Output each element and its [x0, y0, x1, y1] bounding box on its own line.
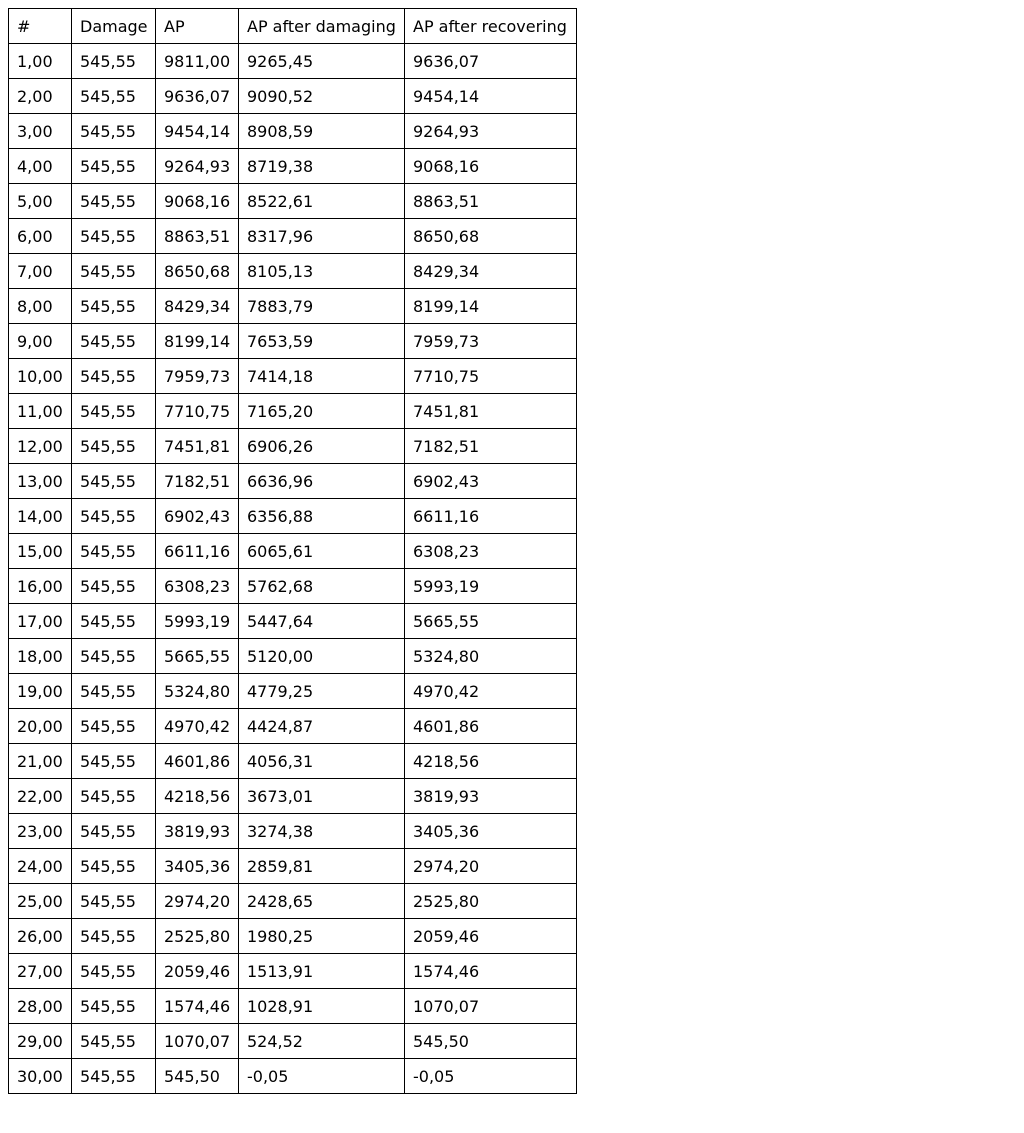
- table-row: [9, 569, 577, 604]
- header-row: [9, 9, 577, 44]
- cell-ap-after-recovering: 9454,14: [405, 79, 577, 114]
- cell-row-number: 15,00: [9, 534, 72, 569]
- cell-ap-after-damaging: 8522,61: [239, 184, 405, 219]
- cell-row-number: 20,00: [9, 709, 72, 744]
- ap-table: [8, 8, 577, 1094]
- cell-damage: 545,55: [72, 254, 156, 289]
- cell-ap-after-recovering: 3819,93: [405, 779, 577, 814]
- cell-row-number: 22,00: [9, 779, 72, 814]
- cell-ap-after-recovering: 9068,16: [405, 149, 577, 184]
- cell-ap-after-recovering: 4601,86: [405, 709, 577, 744]
- cell-ap-after-recovering: 5324,80: [405, 639, 577, 674]
- cell-ap-after-damaging: 1513,91: [239, 954, 405, 989]
- cell-ap-after-damaging: 7165,20: [239, 394, 405, 429]
- column-header-ap-after-damaging: AP after damaging: [239, 9, 405, 44]
- cell-ap-after-damaging: 4779,25: [239, 674, 405, 709]
- cell-damage: 545,55: [72, 744, 156, 779]
- cell-ap-after-recovering: 5665,55: [405, 604, 577, 639]
- cell-ap-after-damaging: 6356,88: [239, 499, 405, 534]
- cell-ap: 5665,55: [156, 639, 239, 674]
- cell-ap-after-damaging: 3274,38: [239, 814, 405, 849]
- table-row: [9, 464, 577, 499]
- cell-row-number: 6,00: [9, 219, 72, 254]
- cell-ap-after-recovering: 1574,46: [405, 954, 577, 989]
- cell-ap-after-damaging: 2428,65: [239, 884, 405, 919]
- cell-damage: 545,55: [72, 989, 156, 1024]
- cell-damage: 545,55: [72, 289, 156, 324]
- cell-damage: 545,55: [72, 779, 156, 814]
- cell-row-number: 7,00: [9, 254, 72, 289]
- cell-row-number: 1,00: [9, 44, 72, 79]
- column-header-row-number: #: [9, 9, 72, 44]
- table-row: [9, 359, 577, 394]
- cell-ap-after-recovering: 7710,75: [405, 359, 577, 394]
- cell-row-number: 10,00: [9, 359, 72, 394]
- cell-damage: 545,55: [72, 464, 156, 499]
- cell-damage: 545,55: [72, 79, 156, 114]
- cell-ap: 6902,43: [156, 499, 239, 534]
- cell-damage: 545,55: [72, 1059, 156, 1094]
- cell-ap-after-recovering: 545,50: [405, 1024, 577, 1059]
- cell-ap-after-damaging: 8317,96: [239, 219, 405, 254]
- cell-ap: 7710,75: [156, 394, 239, 429]
- cell-damage: 545,55: [72, 114, 156, 149]
- cell-damage: 545,55: [72, 639, 156, 674]
- cell-damage: 545,55: [72, 359, 156, 394]
- cell-ap-after-damaging: 9090,52: [239, 79, 405, 114]
- cell-row-number: 27,00: [9, 954, 72, 989]
- cell-row-number: 30,00: [9, 1059, 72, 1094]
- cell-ap-after-recovering: -0,05: [405, 1059, 577, 1094]
- cell-ap: 2525,80: [156, 919, 239, 954]
- cell-ap: 9264,93: [156, 149, 239, 184]
- cell-row-number: 8,00: [9, 289, 72, 324]
- cell-row-number: 13,00: [9, 464, 72, 499]
- cell-ap-after-damaging: 6065,61: [239, 534, 405, 569]
- cell-ap-after-recovering: 8199,14: [405, 289, 577, 324]
- table-row: [9, 114, 577, 149]
- cell-ap: 8429,34: [156, 289, 239, 324]
- cell-ap-after-recovering: 7959,73: [405, 324, 577, 359]
- cell-ap-after-damaging: 1980,25: [239, 919, 405, 954]
- cell-ap-after-recovering: 4218,56: [405, 744, 577, 779]
- table-body: [9, 44, 577, 1094]
- cell-row-number: 21,00: [9, 744, 72, 779]
- column-header-ap-after-recovering: AP after recovering: [405, 9, 577, 44]
- cell-row-number: 4,00: [9, 149, 72, 184]
- cell-ap-after-damaging: 5120,00: [239, 639, 405, 674]
- table-row: [9, 324, 577, 359]
- cell-ap: 8199,14: [156, 324, 239, 359]
- table-row: [9, 149, 577, 184]
- cell-ap-after-recovering: 6308,23: [405, 534, 577, 569]
- cell-damage: 545,55: [72, 394, 156, 429]
- table-row: [9, 814, 577, 849]
- table-row: [9, 534, 577, 569]
- cell-ap-after-recovering: 9264,93: [405, 114, 577, 149]
- cell-ap-after-recovering: 8650,68: [405, 219, 577, 254]
- table-row: [9, 1024, 577, 1059]
- table-row: [9, 884, 577, 919]
- cell-row-number: 17,00: [9, 604, 72, 639]
- cell-ap-after-damaging: 8719,38: [239, 149, 405, 184]
- table-row: [9, 989, 577, 1024]
- cell-row-number: 28,00: [9, 989, 72, 1024]
- cell-ap: 2059,46: [156, 954, 239, 989]
- cell-ap-after-damaging: 4424,87: [239, 709, 405, 744]
- cell-row-number: 19,00: [9, 674, 72, 709]
- cell-ap-after-recovering: 4970,42: [405, 674, 577, 709]
- cell-ap: 8650,68: [156, 254, 239, 289]
- cell-ap: 4218,56: [156, 779, 239, 814]
- table-row: [9, 44, 577, 79]
- cell-row-number: 11,00: [9, 394, 72, 429]
- cell-ap-after-damaging: 8105,13: [239, 254, 405, 289]
- cell-ap: 4970,42: [156, 709, 239, 744]
- cell-damage: 545,55: [72, 604, 156, 639]
- cell-ap: 7959,73: [156, 359, 239, 394]
- cell-ap-after-recovering: 7451,81: [405, 394, 577, 429]
- cell-damage: 545,55: [72, 534, 156, 569]
- cell-ap-after-damaging: 7653,59: [239, 324, 405, 359]
- cell-ap: 3819,93: [156, 814, 239, 849]
- table-row: [9, 184, 577, 219]
- cell-damage: 545,55: [72, 884, 156, 919]
- cell-ap: 9454,14: [156, 114, 239, 149]
- cell-ap: 9068,16: [156, 184, 239, 219]
- cell-row-number: 9,00: [9, 324, 72, 359]
- table-row: [9, 499, 577, 534]
- table-row: [9, 849, 577, 884]
- cell-ap-after-recovering: 2974,20: [405, 849, 577, 884]
- table-row: [9, 1059, 577, 1094]
- cell-ap: 8863,51: [156, 219, 239, 254]
- cell-row-number: 16,00: [9, 569, 72, 604]
- cell-ap-after-damaging: 3673,01: [239, 779, 405, 814]
- cell-damage: 545,55: [72, 219, 156, 254]
- cell-ap: 5993,19: [156, 604, 239, 639]
- cell-ap: 1070,07: [156, 1024, 239, 1059]
- cell-damage: 545,55: [72, 849, 156, 884]
- table-row: [9, 219, 577, 254]
- cell-ap: 7182,51: [156, 464, 239, 499]
- cell-ap: 9636,07: [156, 79, 239, 114]
- cell-damage: 545,55: [72, 569, 156, 604]
- cell-ap-after-recovering: 9636,07: [405, 44, 577, 79]
- cell-damage: 545,55: [72, 499, 156, 534]
- table-row: [9, 394, 577, 429]
- cell-ap-after-damaging: 5762,68: [239, 569, 405, 604]
- cell-ap-after-damaging: 7414,18: [239, 359, 405, 394]
- table-row: [9, 79, 577, 114]
- cell-row-number: 18,00: [9, 639, 72, 674]
- cell-ap-after-damaging: 9265,45: [239, 44, 405, 79]
- cell-ap: 6611,16: [156, 534, 239, 569]
- cell-ap-after-recovering: 1070,07: [405, 989, 577, 1024]
- table-row: [9, 254, 577, 289]
- table-row: [9, 429, 577, 464]
- cell-ap-after-damaging: 7883,79: [239, 289, 405, 324]
- cell-ap-after-damaging: 524,52: [239, 1024, 405, 1059]
- table-row: [9, 674, 577, 709]
- cell-ap-after-recovering: 2525,80: [405, 884, 577, 919]
- cell-damage: 545,55: [72, 184, 156, 219]
- cell-row-number: 29,00: [9, 1024, 72, 1059]
- cell-ap-after-recovering: 7182,51: [405, 429, 577, 464]
- cell-damage: 545,55: [72, 709, 156, 744]
- cell-ap-after-recovering: 8429,34: [405, 254, 577, 289]
- cell-damage: 545,55: [72, 149, 156, 184]
- cell-damage: 545,55: [72, 1024, 156, 1059]
- cell-ap: 6308,23: [156, 569, 239, 604]
- table-row: [9, 289, 577, 324]
- cell-ap-after-recovering: 6902,43: [405, 464, 577, 499]
- cell-ap-after-damaging: 8908,59: [239, 114, 405, 149]
- cell-ap-after-damaging: 5447,64: [239, 604, 405, 639]
- cell-row-number: 24,00: [9, 849, 72, 884]
- cell-row-number: 26,00: [9, 919, 72, 954]
- cell-ap: 545,50: [156, 1059, 239, 1094]
- cell-damage: 545,55: [72, 814, 156, 849]
- cell-ap-after-recovering: 8863,51: [405, 184, 577, 219]
- cell-ap: 3405,36: [156, 849, 239, 884]
- table-row: [9, 604, 577, 639]
- cell-ap-after-recovering: 5993,19: [405, 569, 577, 604]
- cell-row-number: 23,00: [9, 814, 72, 849]
- table-row: [9, 639, 577, 674]
- cell-damage: 545,55: [72, 44, 156, 79]
- cell-ap-after-damaging: 4056,31: [239, 744, 405, 779]
- cell-damage: 545,55: [72, 954, 156, 989]
- cell-ap-after-damaging: 1028,91: [239, 989, 405, 1024]
- cell-ap: 9811,00: [156, 44, 239, 79]
- table-row: [9, 744, 577, 779]
- cell-ap: 7451,81: [156, 429, 239, 464]
- cell-damage: 545,55: [72, 429, 156, 464]
- cell-ap: 4601,86: [156, 744, 239, 779]
- table-row: [9, 709, 577, 744]
- cell-row-number: 2,00: [9, 79, 72, 114]
- cell-ap-after-damaging: 6636,96: [239, 464, 405, 499]
- cell-row-number: 14,00: [9, 499, 72, 534]
- cell-row-number: 3,00: [9, 114, 72, 149]
- cell-ap-after-recovering: 2059,46: [405, 919, 577, 954]
- cell-ap: 5324,80: [156, 674, 239, 709]
- table-row: [9, 919, 577, 954]
- cell-damage: 545,55: [72, 919, 156, 954]
- cell-ap-after-recovering: 3405,36: [405, 814, 577, 849]
- cell-ap: 1574,46: [156, 989, 239, 1024]
- cell-ap-after-recovering: 6611,16: [405, 499, 577, 534]
- column-header-ap: AP: [156, 9, 239, 44]
- table-row: [9, 779, 577, 814]
- cell-row-number: 25,00: [9, 884, 72, 919]
- cell-ap: 2974,20: [156, 884, 239, 919]
- cell-ap-after-damaging: -0,05: [239, 1059, 405, 1094]
- table-header: [9, 9, 577, 44]
- cell-ap-after-damaging: 2859,81: [239, 849, 405, 884]
- column-header-damage: Damage: [72, 9, 156, 44]
- table-row: [9, 954, 577, 989]
- cell-damage: 545,55: [72, 324, 156, 359]
- cell-row-number: 5,00: [9, 184, 72, 219]
- cell-row-number: 12,00: [9, 429, 72, 464]
- cell-damage: 545,55: [72, 674, 156, 709]
- cell-ap-after-damaging: 6906,26: [239, 429, 405, 464]
